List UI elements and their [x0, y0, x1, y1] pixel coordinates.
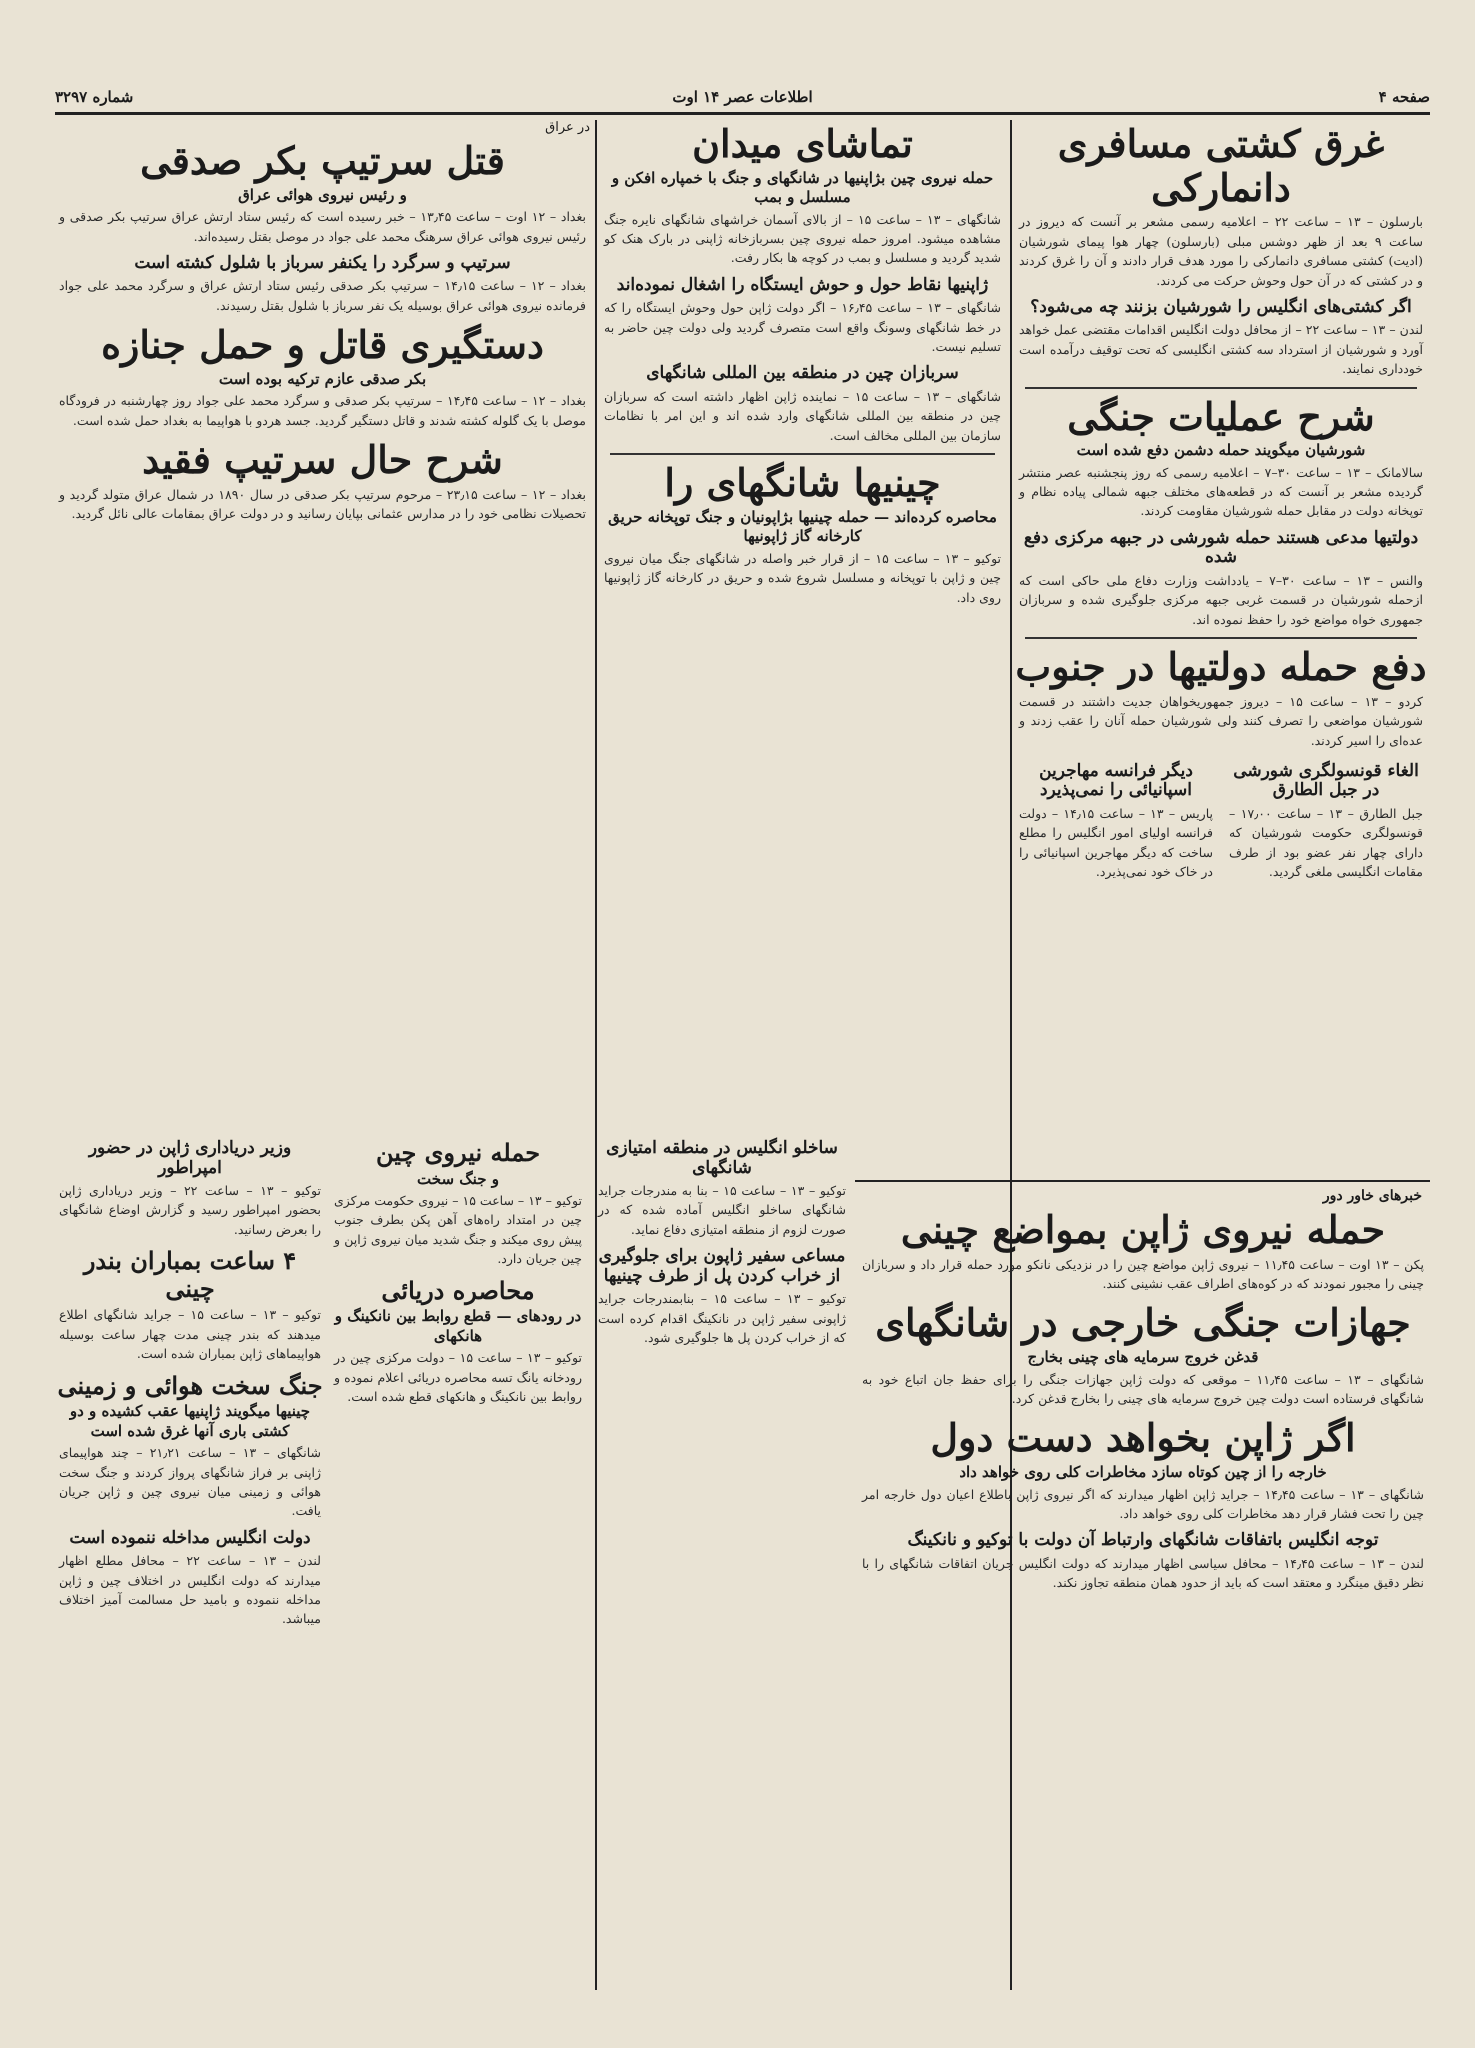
- headline-war-operations: شرح عملیات جنگی: [1067, 393, 1375, 439]
- article-china-attack: توکیو – ۱۳ – ساعت ۱۵ – نیروی حکومت مرکزی چین در امتداد راه‌های آهن پکن بطرف جنوب پیش روی میکند و جنگ شدید میان نیروی ژاپن و چین جریان دارد.: [334, 1193, 582, 1267]
- headline-china-attack: حمله نیروی چین: [375, 1138, 541, 1167]
- paper-date: اطلاعات عصر ۱۴ اوت: [672, 88, 813, 106]
- masthead-rule: [55, 112, 1430, 115]
- article-station-occupied: شانگهای – ۱۳ – ساعت ۱۶٫۴۵ – اگر دولت ژاپن حول وحوش ایستگاه را که در خط شانگهای وسونگ واقع است متصرف گردید ولی دولت چین حاضر به تسلیم نیست.: [604, 300, 1001, 355]
- headline-central-front: دولتیها مدعی هستند حمله شورشی در جبهه مرکزی دفع شده: [1023, 527, 1419, 568]
- headline-consulate: الغاء قونسولگری شورشی در جبل الطارق: [1233, 760, 1419, 801]
- headline-british-ships: اگر کشتی‌های انگلیس را شورشیان بزنند چه می‌شود؟: [1030, 296, 1412, 317]
- headline-biography: شرح حال سرتیپ فقید: [142, 437, 503, 483]
- headline-south-attack: دفع حمله دولتیها در جنوب: [1015, 644, 1427, 690]
- headline-air-land-battle: جنگ سخت هوائی و زمینی: [57, 1370, 323, 1400]
- subheadline-shanghai-siege: محاصره کرده‌اند — حمله چینیها بژاپونیان و جنگ توپخانه حریق کارخانه گاز ژاپونیها: [608, 507, 997, 546]
- article-foreign-warships: شانگهای – ۱۳ – ساعت ۱۱٫۴۵ – موقعی که دولت ژاپن جهازات جنگی را برای حفظ جان اتباع خود به شانگهای فرستاده است دولت چین خروج سرمایه های چینی را بخارج قدغن کرد.: [862, 1371, 1425, 1406]
- article-ambassador: توکیو – ۱۳ – ساعت ۱۵ – بنابمندرجات جراید ژاپونی سفیر ژاپن در نانکینگ اقدام کرده است که از خراب کردن پل ها جلوگیری شود.: [598, 1291, 846, 1346]
- article-battlefield: شانگهای – ۱۳ – ساعت ۱۵ – از بالای آسمان خراشهای شانگهای نایره جنگ مشاهده میشود. امروز حمله نیروی چین بسربازخانه ژاپنی در بارک هنک کو شدید گردید و مسلسل و بمب در کوچه ها بکار رفت.: [604, 211, 1001, 266]
- headline-killer-arrested: دستگیری قاتل و حمل جنازه: [101, 322, 544, 368]
- column-left: [55, 118, 590, 1128]
- subheadline-killer-arrested: بکر صدقی عازم ترکیه بوده است: [218, 369, 427, 388]
- masthead: [55, 88, 1430, 108]
- far-east-section: [858, 1186, 1428, 1986]
- headline-british-garrison: ساخلو انگلیس در منطقه امتیازی شانگهای: [606, 1138, 838, 1178]
- page-label: صفحه ۴: [1378, 88, 1430, 106]
- column-middle: [600, 118, 1005, 1180]
- article-south-attack: کردو – ۱۳ – ساعت ۱۵ – دیروز جمهوریخواهان جدیت داشتند در قسمت شورشیان مواضعی را تصرف کنند ولی شورشیان حمله آنان را عقب زدند و عده‌ای را اسیر کردند.: [1019, 693, 1423, 748]
- headline-foreign-warships: جهازات جنگی خارجی در شانگهای: [875, 1300, 1411, 1346]
- subheadline-china-attack: و جنگ سخت: [417, 1169, 499, 1188]
- article-central-front: والنس – ۱۳ – ساعت ۳۰–۷ – یادداشت وزارت دفاع ملی حاکی است که ازحمله شورشیان در قسمت غربی جبهه مرکزی جلوگیری شده و سربازان جمهوری خواه مواضع خود را حفظ نموده اند.: [1019, 572, 1423, 627]
- headline-station-occupied: ژاپنیها نقاط حول و حوش ایستگاه را اشغال نموده‌اند: [616, 274, 989, 295]
- issue-number: شماره ۳۲۹۷: [55, 88, 134, 106]
- article-air-land-battle: شانگهای – ۱۳ – ساعت ۲۱٫۲۱ – چند هواپیمای ژاپنی بر فراز شانگهای پرواز کردند و جنگ سخت هوائی و زمینی میان نیروی چین و ژاپن جریان یافت.: [59, 1445, 322, 1519]
- article-bombardment: توکیو – ۱۳ – ساعت ۱۵ – جراید شانگهای اطلاع میدهند که بندر چینی مدت چهار ساعت بوسیله هواپیماهای ژاپن بمباران شده است.: [59, 1307, 321, 1362]
- article-intl-zone: شانگهای – ۱۳ – ساعت ۱۵ – نماینده ژاپن اظهار داشته است که سربازان چین در منطقه بین المللی شانگهای وارد شده اند و این امر با نظامات سازمان بین المللی مخالف است.: [604, 389, 1002, 443]
- article-france-refugees: پاریس – ۱۳ – ساعت ۱۴٫۱۵ – دولت فرانسه اولیای امور انگلیس را مطلع ساخت که دیگر مهاجرین اسپانیائی را در خاک خود نمی‌پذیرد.: [1019, 805, 1214, 880]
- two-column-block: [1015, 758, 1427, 890]
- article-shanghai-siege: توکیو – ۱۳ – ساعت ۱۵ – از قرار خبر واصله در شانگهای جنگ میان نیروی چین و ژاپن با توپخانه و مسلسل شروع شده و حریق در کارخانه گاز ژاپونیها روی داد.: [604, 550, 1002, 605]
- section-label: خبرهای خاور دور: [1322, 1188, 1422, 1204]
- headline-ship-sunk: غرق کشتی مسافری دانمارکی: [1057, 121, 1385, 210]
- headline-japan-foreign-powers: اگر ژاپن بخواهد دست دول: [930, 1415, 1356, 1461]
- article-biography: بغداد – ۱۲ – ساعت ۲۳٫۱۵ – مرحوم سرتیپ بکر صدقی در سال ۱۸۹۰ در شمال عراق متولد گردید و تحصیلات نظامی خود را در مدارس عثمانی بپایان رسانید و در دولت عراق بمقامات عالی نائل گردید.: [59, 486, 586, 522]
- article-naval-blockade: توکیو – ۱۳ – ساعت ۱۵ – دولت مرکزی چین در رودخانه یانگ تسه محاصره دریائی اعلام نموده و روابط بین نانکینگ و هانکهای قطع شده است.: [334, 1350, 582, 1404]
- article-britain-no-intervention: لندن – ۱۳ – ساعت ۲۲ – محافل مطلع اظهار میدارند که دولت انگلیس در اختلاف چین و ژاپن مداخله ننموده و بامید حل مسالمت آمیز اختلاف میباشد.: [59, 1553, 321, 1627]
- headline-naval-blockade: محاصره دریائی: [381, 1275, 535, 1305]
- headline-britain-no-intervention: دولت انگلیس مداخله ننموده است: [69, 1527, 311, 1548]
- article-navy-minister: توکیو – ۱۳ – ساعت ۲۲ – وزیر دریاداری ژاپن بحضور امپراطور رسید و گزارش اوضاع شانگهای را بعرض رسانید.: [59, 1183, 321, 1237]
- article-war-operations: سالامانک – ۱۳ – ساعت ۳۰–۷ – اعلامیه رسمی که روز پنجشنبه عصر منتشر گردیده مشعر بر آنست که در قطعه‌های مختلف جبهه شمالی پیاده نظام و توپخانه دولت در مقابل حمله شورشیان مقاومت کردند.: [1019, 464, 1424, 519]
- article-general-killed: بغداد – ۱۲ اوت – ساعت ۱۳٫۴۵ – خبر رسیده است که رئیس ستاد ارتش عراق سرتیپ بکر صدقی و رئیس نیروی هوائی عراق سرهنگ محمد علی جواد در موصل بقتل رسیده‌اند.: [59, 209, 586, 244]
- headline-navy-minister: وزیر دریاداری ژاپن در حضور امپراطور: [88, 1138, 292, 1178]
- column-left-lower: [55, 1135, 325, 1985]
- subheadline-foreign-warships: قدغن خروج سرمایه های چینی بخارج: [1027, 1348, 1259, 1367]
- article-british-ships: لندن – ۱۳ – ساعت ۲۲ – از محافل دولت انگلیس اقدامات مقتضی عمل خواهد آورد و شورشیان از استرداد سه کشتی انگلیسی که تحت توقیف درآمده است خودداری نمایند.: [1019, 322, 1423, 377]
- subheadline-general-killed: و رئیس نیروی هوائی عراق: [238, 185, 407, 204]
- column-right: [1015, 118, 1427, 1180]
- headline-japan-attack: حمله نیروی ژاپن بمواضع چینی: [900, 1207, 1386, 1252]
- article-britain-attention: لندن – ۱۳ – ساعت ۱۴٫۴۵ – محافل سیاسی اظهار میدارند که دولت انگلیس جریان اتفاقات شانگهای را با نظر دقیق مینگرد و معتقد است که باید از حدود همان منطقه تجاوز نکند.: [862, 1555, 1424, 1591]
- article-british-garrison: توکیو – ۱۳ – ساعت ۱۵ – بنا به مندرجات جراید شانگهای ساخلو انگلیس آماده شده که در صورت لزوم از منطقه امتیازی دفاع نماید.: [598, 1183, 846, 1237]
- two-column-block: [330, 1135, 850, 1414]
- headline-intl-zone: سربازان چین در منطقه بین المللی شانگهای: [646, 363, 959, 384]
- column-middle-lower: [330, 1135, 850, 1985]
- headline-soldier-shot: سرتیپ و سرگرد را یکنفر سرباز با شلول کشته است: [134, 252, 511, 273]
- subheadline-battlefield: حمله نیروی چین بژاپنیها در شانگهای و جنگ با خمپاره افکن و مسلسل و بمب: [611, 168, 994, 207]
- headline-britain-attention: توجه انگلیس باتفاقات شانگهای وارتباط آن دولت با توکیو و نانکینگ: [907, 1530, 1379, 1551]
- subheadline-naval-blockade: در رودهای — قطع روابط بین نانکینگ و هانکهای: [334, 1307, 582, 1345]
- headline-shanghai-siege: چینیها شانگهای را: [664, 460, 941, 506]
- article-consulate: جبل الطارق – ۱۳ – ساعت ۱۷٫۰۰ – قونسولگری حکومت شورشیان که دارای چهار نفر عضو بود از طرف مقامات انگلیسی ملغی گردید.: [1229, 805, 1423, 880]
- section-rule: [855, 1180, 1430, 1182]
- section-tag-iraq: در عراق: [545, 120, 590, 135]
- separator: [1025, 387, 1417, 389]
- headline-ambassador: مساعی سفیر ژاپون برای جلوگیری از خراب کردن پل از طرف چینیها: [598, 1246, 846, 1286]
- subheadline-air-land-battle: چینیها میگویند ژاپنیها عقب کشیده و دو کشتی باری آنها غرق شده است: [69, 1402, 311, 1440]
- subheadline-war-operations: شورشیان میگویند حمله دشمن دفع شده است: [1076, 441, 1366, 460]
- headline-france-refugees: دیگر فرانسه مهاجرین اسپانیائی را نمی‌پذیرد: [1039, 760, 1193, 801]
- subheadline-japan-foreign-powers: خارجه را از چین کوتاه سازد مخاطرات کلی روی خواهد داد: [959, 1463, 1327, 1482]
- headline-battlefield: تماشای میدان: [692, 121, 913, 166]
- separator: [610, 453, 995, 455]
- separator: [1025, 637, 1417, 639]
- article-soldier-shot: بغداد – ۱۲ – ساعت ۱۴٫۱۵ – سرتیپ بکر صدقی رئیس ستاد ارتش عراق و سرگرد محمد علی جواد فرمانده نیروی هوائی عراق بوسیله یک نفر سرباز با شلول بقتل رسیدند.: [59, 278, 586, 313]
- article-japan-attack: پکن – ۱۳ اوت – ساعت ۱۱٫۴۵ – نیروی ژاپن مواضع چین را در نزدیکی نانکو مورد حمله قرار داد و سربازان چینی را مجبور نمودند که در کوه‌های اطراف عقب نشینی کنند.: [862, 1256, 1424, 1292]
- article-japan-foreign-powers: شانگهای – ۱۳ – ساعت ۱۴٫۴۵ – جراید ژاپن اظهار میدارند که اگر نیروی ژاپن باطلاع اعیان دول خارجه امر چین را تحت فشار قرار دهد مخاطرات کلی روی خواهد داد.: [862, 1486, 1425, 1521]
- article-ship-sunk: بارسلون – ۱۳ – ساعت ۲۲ – اعلامیه رسمی مشعر بر آنست که دیروز در ساعت ۹ بعد از ظهر دوشس مبلی (بارسلون) چهار هوا پیمای شورشیان (ادیت) کشتی مسافری دانمارکی را مورد هدف قرار دادند و آن را غرق کردند و در کشتی که در آن حول وحوش حرکت می کردند.: [1019, 214, 1423, 288]
- headline-bombardment: ۴ ساعت بمباران بندر چینی: [83, 1246, 297, 1303]
- article-killer-arrested: بغداد – ۱۲ – ساعت ۱۴٫۴۵ – سرتیپ بکر صدقی و سرگرد محمد علی جواد روز چهارشنبه در فرودگاه موصل با یک گلوله کشته شدند و قاتل دستگیر گردید. جسد هردو با هواپیما به بغداد حمل شده است.: [59, 393, 587, 428]
- headline-general-killed: قتل سرتیپ بکر صدقی: [140, 138, 505, 183]
